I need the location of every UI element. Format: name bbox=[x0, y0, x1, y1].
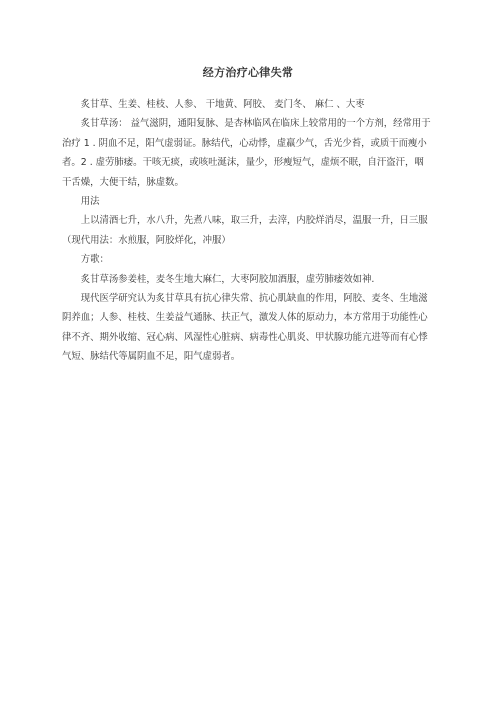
paragraph-verse: 炙甘草汤参姜桂，麦冬生地大麻仁，大枣阿胶加酒服，虚劳肺痿效如神. bbox=[80, 273, 375, 285]
document-body bbox=[62, 95, 432, 367]
paragraph-verse-heading: 方歌： bbox=[80, 254, 109, 266]
paragraph-usage-heading: 用法 bbox=[80, 196, 100, 208]
paragraph-indications: 炙甘草汤： 益气滋阴，通阳复脉、是杏林临风在临床上较常用的一个方剂，经常用于治疗 1 . 阴血不足，阳气虚弱证。脉结代，心动悸，虚羸少气，舌光少苔，或质干而瘦小者。2 . 虚劳肺痿。干咳无痰，或咳吐涎沫，量少，形瘦短气，虚烦不眠，自汗盗汗，咽干舌燥，大便干结，脉虚数。 bbox=[62, 118, 431, 188]
paragraph-modern-research: 现代医学研究认为炙甘草具有抗心律失常、抗心肌缺血的作用，阿胶、麦冬、生地滋阴养血；人参、桂枝、生姜益气通脉、扶正气，激发人体的原动力，本方常用于功能性心律不齐、期外收缩、冠心病、风湿性心脏病、病毒性心肌炎、甲状腺功能亢进等而有心悸气短、脉结代等属阴血不足，阳气虚弱者。 bbox=[62, 293, 428, 363]
document-title: 经方治疗心律失常 bbox=[202, 66, 294, 79]
paragraph-usage: 上以清酒七升，水八升，先煮八味，取三升，去滓，内胶烊消尽，温服一升，日三服（现代用法：水煎服，阿胶烊化，冲服） bbox=[62, 215, 428, 246]
paragraph-ingredients: 炙甘草、生姜、桂枝、人参、 干地黄、阿胶、 麦门冬、 麻仁 、大枣 bbox=[80, 99, 365, 110]
